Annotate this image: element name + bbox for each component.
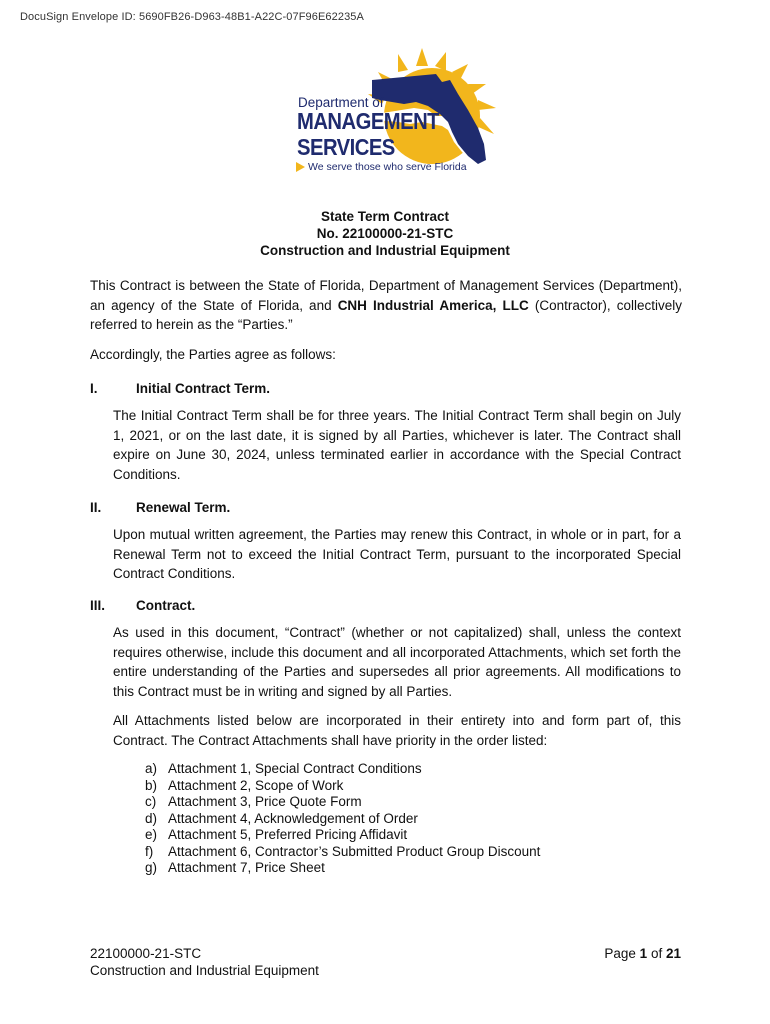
envelope-id: DocuSign Envelope ID: 5690FB26-D963-48B1-A22C-07F96E62235A [20, 11, 364, 23]
footer-document-info [90, 945, 319, 979]
section-title: Renewal Term. [136, 500, 231, 515]
section-number: II. [90, 500, 102, 515]
list-item [145, 778, 540, 795]
title-line-1: State Term Contract [320, 209, 450, 224]
list-item-text: Attachment 2, Scope of Work [168, 777, 344, 793]
page-indicator [604, 945, 681, 962]
logo-services: SERVICES [297, 134, 395, 160]
page-total: 21 [665, 946, 681, 961]
document-title [0, 208, 770, 259]
list-item-letter: g) [145, 860, 158, 875]
list-item [145, 811, 540, 828]
list-item [145, 761, 540, 778]
intro-paragraph [90, 276, 682, 335]
page-current: 1 [639, 946, 648, 961]
list-item [145, 860, 540, 877]
section-title: Contract. [136, 598, 196, 613]
list-item-letter: c) [145, 794, 157, 809]
list-item-letter: b) [145, 777, 158, 793]
list-item-text: Attachment 1, Special Contract Conditions [168, 761, 422, 776]
list-item-text: Attachment 3, Price Quote Form [168, 794, 362, 809]
section-number: I. [90, 381, 98, 396]
play-arrow-icon [296, 162, 305, 172]
list-item-text: Attachment 6, Contractor’s Submitted Product Group Discount [168, 843, 541, 859]
title-line-3: Construction and Industrial Equipment [260, 243, 510, 258]
section-number: III. [90, 598, 106, 613]
section-3-paragraph-1: As used in this document, “Contract” (whether or not capitalized) shall, unless the context requires otherwise, include this document and all incorporated Attachments, which set forth the entire understanding of the Parties and supersedes all prior agreements. All modifications to this Contract must be in writing and signed by all Parties. [113, 625, 681, 699]
page-word: Page [604, 946, 636, 961]
intro-text-after: (Contractor), collectively referred to herein as the “Parties.” [90, 297, 682, 332]
accordingly-paragraph: Accordingly, the Parties agree as follows: [90, 347, 336, 362]
list-item-letter: a) [145, 761, 158, 776]
logo-management: MANAGEMENT [297, 108, 440, 134]
section-title: Initial Contract Term. [136, 381, 271, 396]
list-item [145, 827, 540, 844]
attachments-list [145, 761, 540, 877]
section-3-paragraph-2: All Attachments listed below are incorporated in their entirety into and form part of, this Contract. The Contract Attachments shall have priority in the order listed: [113, 713, 681, 748]
list-item-text: Attachment 5, Preferred Pricing Affidavit [168, 827, 408, 842]
list-item [145, 794, 540, 811]
list-item-text: Attachment 4, Acknowledgement of Order [168, 810, 418, 826]
list-item [145, 844, 540, 861]
footer-doc-title: Construction and Industrial Equipment [90, 963, 319, 978]
intro-text-before: This Contract is between the State of Florida, Department of Management Services (Department), an agency of the State of Florida, and [90, 278, 682, 313]
page-of: of [650, 946, 663, 961]
list-item-letter: d) [145, 810, 158, 826]
contract-number: No. 22100000-21-STC [316, 226, 454, 241]
section-1-paragraph: The Initial Contract Term shall be for three years. The Initial Contract Term shall begin on July 1, 2021, or on the last date, it is signed by all Parties, whichever is later. The Contract shall expire on June 30, 2024, unless terminated earlier in accordance with the Special Contract Conditions. [113, 408, 681, 482]
dms-logo [292, 44, 500, 176]
contractor-name: CNH Industrial America, LLC [337, 297, 529, 313]
footer-doc-number: 22100000-21-STC [90, 946, 202, 961]
list-item-letter: e) [145, 827, 158, 842]
section-2-paragraph: Upon mutual written agreement, the Parties may renew this Contract, in whole or in part, for a Renewal Term not to exceed the Initial Contract Term, pursuant to the incorporated Special Contract Conditions. [113, 527, 681, 581]
logo-department-of: Department of [298, 95, 384, 110]
logo-tagline: We serve those who serve Florida [308, 161, 467, 173]
list-item-text: Attachment 7, Price Sheet [168, 860, 325, 875]
list-item-letter: f) [145, 843, 154, 859]
